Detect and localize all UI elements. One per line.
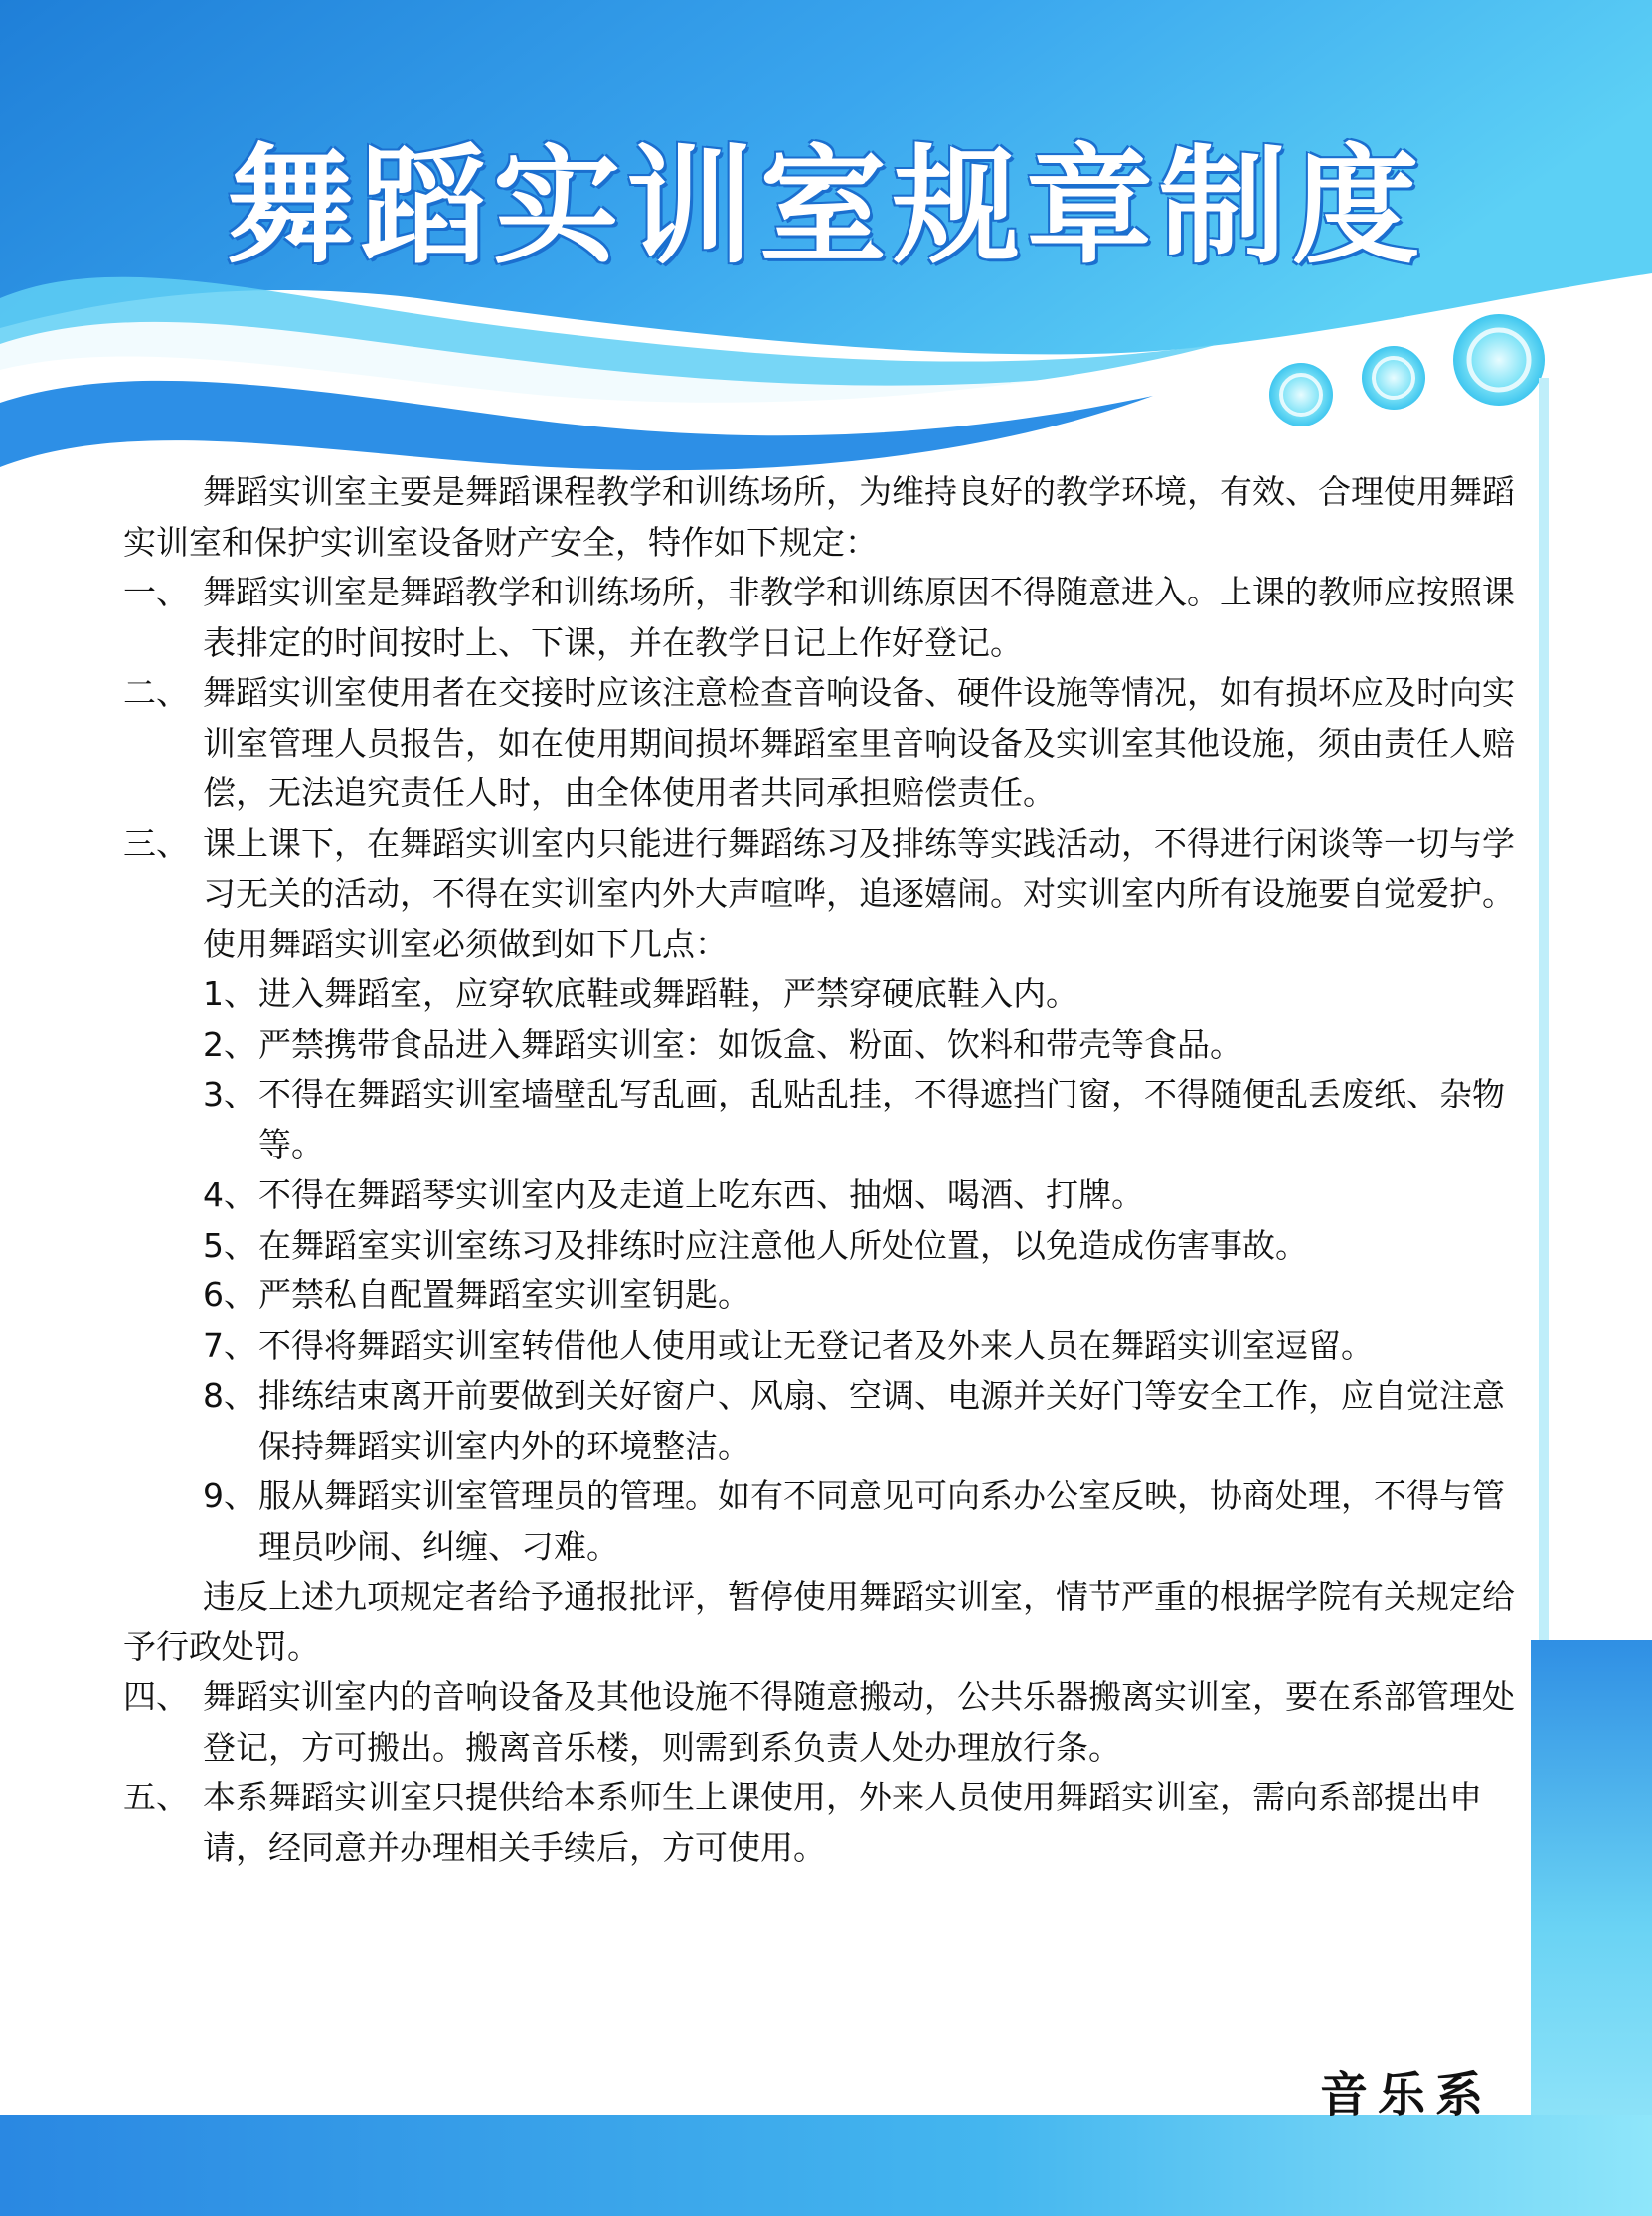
sub-rule-item [123, 969, 1515, 1020]
sub-rule-number: 1、 [203, 974, 256, 1013]
rule-number: 五、 [123, 1778, 189, 1816]
sub-rule-text: 进入舞蹈室，应穿软底鞋或舞蹈鞋，严禁穿硬底鞋入内。 [258, 974, 1078, 1013]
bottom-band [0, 2115, 1652, 2216]
sub-rule-number: 6、 [203, 1276, 256, 1314]
sub-rule-number: 9、 [203, 1476, 256, 1515]
rule-number: 二、 [123, 673, 189, 712]
rule-text: 本系舞蹈实训室只提供给本系师生上课使用，外来人员使用舞蹈实训室，需向系部提出申请，经同意并办理相关手续后，方可使用。 [203, 1778, 1482, 1867]
sub-rule-number: 3、 [203, 1075, 256, 1113]
rule-text: 课上课下，在舞蹈实训室内只能进行舞蹈练习及排练等实践活动，不得进行闲谈等一切与学习无关的活动，不得在实训室内外大声喧哗，追逐嬉闹。对实训室内所有设施要自觉爱护。使用舞蹈实训室必须做到如下几点： [203, 823, 1515, 963]
sub-rule-item [123, 1170, 1515, 1221]
sub-rule-item [123, 1371, 1515, 1471]
rule-text: 舞蹈实训室内的音响设备及其他设施不得随意搬动，公共乐器搬离实训室，要在系部管理处登记，方可搬出。搬离音乐楼，则需到系负责人处办理放行条。 [203, 1677, 1515, 1767]
rule-number: 四、 [123, 1677, 189, 1716]
sub-rule-number: 8、 [203, 1376, 256, 1415]
penalty-paragraph: 违反上述九项规定者给予通报批评，暂停使用舞蹈实训室，情节严重的根据学院有关规定给予行政处罚。 [123, 1577, 1515, 1666]
sub-rule-item [123, 1020, 1515, 1071]
sub-rule-text: 严禁携带食品进入舞蹈实训室：如饭盒、粉面、饮料和带壳等食品。 [258, 1024, 1242, 1064]
page-title: 舞蹈实训室规章制度 [226, 133, 1425, 281]
sub-rule-text: 服从舞蹈实训室管理员的管理。如有不同意见可向系办公室反映，协商处理，不得与管理员吵闹、纠缠、刁难。 [258, 1476, 1505, 1566]
sub-rule-item [123, 1221, 1515, 1272]
rule-item [123, 568, 1515, 668]
rule-item [123, 668, 1515, 819]
department-signature: 音乐系 [1319, 2067, 1493, 2123]
sub-rule-number: 7、 [203, 1325, 256, 1365]
sub-rule-text: 不得在舞蹈实训室墙壁乱写乱画，乱贴乱挂，不得遮挡门窗，不得随便乱丢废纸、杂物等。 [258, 1075, 1505, 1164]
rule-number: 三、 [123, 823, 189, 863]
rule-item [123, 819, 1515, 970]
regulations-body [123, 467, 1515, 1873]
sub-rule-text: 不得在舞蹈琴实训室内及走道上吃东西、抽烟、喝酒、打牌。 [258, 1175, 1144, 1214]
rule-item [123, 1672, 1515, 1773]
sub-rule-number: 5、 [203, 1225, 256, 1265]
sub-rule-text: 不得将舞蹈实训室转借他人使用或让无登记者及外来人员在舞蹈实训室逗留。 [258, 1325, 1374, 1365]
rule-text: 舞蹈实训室使用者在交接时应该注意检查音响设备、硬件设施等情况，如有损坏应及时向实训室管理人员报告，如在使用期间损坏舞蹈室里音响设备及实训室其他设施，须由责任人赔偿，无法追究责任人时，由全体使用者共同承担赔偿责任。 [203, 673, 1515, 812]
sub-rule-text: 严禁私自配置舞蹈室实训室钥匙。 [258, 1276, 750, 1314]
rule-number: 一、 [123, 573, 189, 611]
sub-rule-number: 2、 [203, 1024, 256, 1064]
sub-rule-number: 4、 [203, 1175, 256, 1214]
sub-rule-item [123, 1070, 1515, 1170]
rule-item [123, 1773, 1515, 1873]
sub-rule-text: 排练结束离开前要做到关好窗户、风扇、空调、电源并关好门等安全工作，应自觉注意保持舞蹈实训室内外的环境整洁。 [258, 1376, 1505, 1465]
intro-paragraph: 舞蹈实训室主要是舞蹈课程教学和训练场所，为维持良好的教学环境，有效、合理使用舞蹈实训室和保护实训室设备财产安全，特作如下规定： [123, 472, 1515, 562]
sub-rule-text: 在舞蹈室实训室练习及排练时应注意他人所处位置，以免造成伤害事故。 [258, 1225, 1308, 1265]
right-line [1539, 378, 1549, 1640]
sub-rule-item [123, 1321, 1515, 1372]
sub-rule-item [123, 1271, 1515, 1321]
rule-text: 舞蹈实训室是舞蹈教学和训练场所，非教学和训练原因不得随意进入。上课的教师应按照课表排定的时间按时上、下课，并在教学日记上作好登记。 [203, 573, 1515, 662]
sub-rule-item [123, 1471, 1515, 1572]
